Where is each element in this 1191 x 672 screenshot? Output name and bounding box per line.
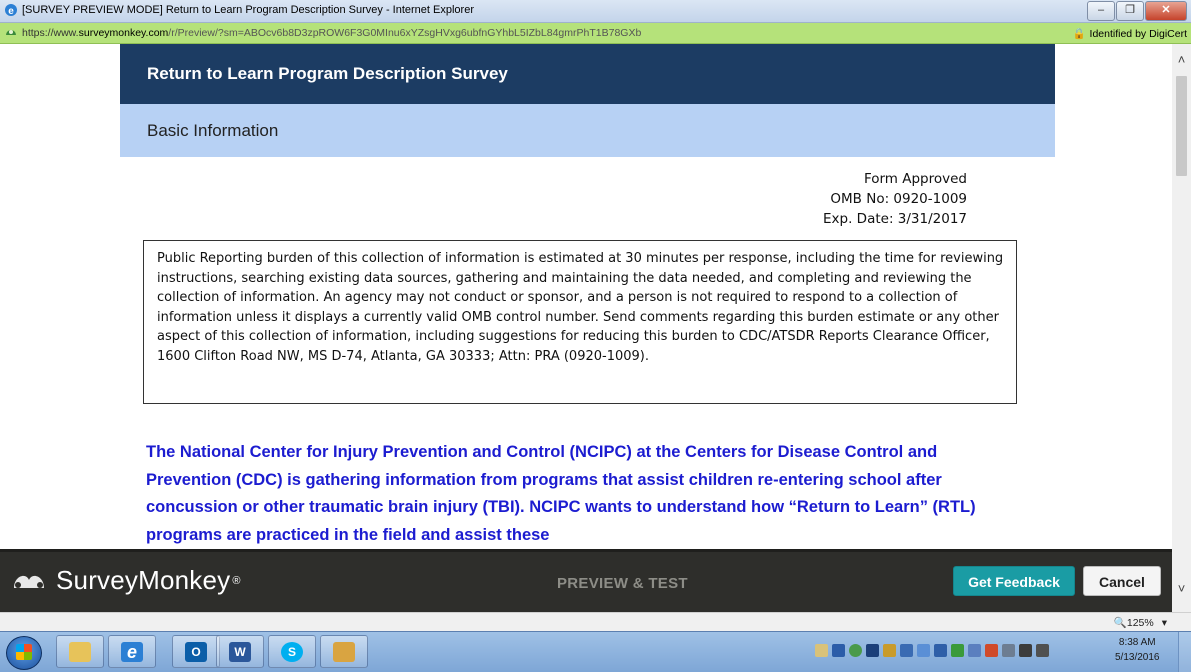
security-identity[interactable]: 🔒 Identified by DigiCert bbox=[1072, 28, 1187, 40]
surveymonkey-logo-icon bbox=[10, 568, 48, 594]
network-share-icon[interactable] bbox=[900, 644, 913, 657]
clock[interactable] bbox=[1115, 635, 1160, 665]
skype-icon: S bbox=[281, 642, 303, 662]
security-icon[interactable] bbox=[866, 644, 879, 657]
section-title: Basic Information bbox=[147, 121, 279, 140]
sync-icon[interactable] bbox=[849, 644, 862, 657]
survey-body bbox=[120, 157, 1055, 612]
folder-icon bbox=[69, 642, 91, 662]
svg-text:e: e bbox=[8, 6, 14, 17]
clock-time: 8:38 AM bbox=[1118, 637, 1156, 648]
get-feedback-button[interactable]: Get Feedback bbox=[953, 566, 1075, 596]
zoom-control[interactable]: 🔍125% ▾ bbox=[1113, 617, 1167, 629]
taskbar-paint[interactable] bbox=[320, 635, 368, 668]
url-text[interactable]: https://www.surveymonkey.com/r/Preview/?sm=ABOcv6b8D3zpROW6F3G0MInu6xYZsgHVxg6ubfnGYhbL5IZbL84gmrPhT1B78GXb bbox=[22, 27, 642, 39]
start-button[interactable] bbox=[6, 636, 42, 670]
taskbar-outlook[interactable] bbox=[172, 635, 220, 668]
window-title-bar bbox=[0, 0, 1191, 23]
window-title: [SURVEY PREVIEW MODE] Return to Learn Program Description Survey - Internet Explorer bbox=[22, 4, 474, 16]
signal-icon[interactable] bbox=[1019, 644, 1032, 657]
scroll-thumb[interactable] bbox=[1176, 76, 1187, 176]
update-icon[interactable] bbox=[951, 644, 964, 657]
mail-icon[interactable] bbox=[815, 644, 828, 657]
show-desktop-button[interactable] bbox=[1178, 632, 1191, 672]
word-icon: W bbox=[229, 642, 251, 662]
preview-mode-label: PREVIEW & TEST bbox=[557, 575, 688, 592]
device-icon[interactable] bbox=[917, 644, 930, 657]
form-approved-block: Form Approved OMB No: 0920-1009 Exp. Date: 3/31/2017 bbox=[823, 171, 967, 227]
address-bar[interactable] bbox=[0, 23, 1191, 44]
scroll-up-icon[interactable]: ˄ bbox=[1177, 52, 1186, 67]
close-button[interactable]: ✕ bbox=[1145, 1, 1187, 21]
maximize-button[interactable]: ❐ bbox=[1116, 1, 1144, 21]
taskbar-skype[interactable] bbox=[268, 635, 316, 668]
lock-tray-icon[interactable] bbox=[883, 644, 896, 657]
scroll-down-icon[interactable]: ˅ bbox=[1177, 581, 1186, 596]
zoom-icon: 🔍 bbox=[1113, 617, 1127, 629]
taskbar-word[interactable] bbox=[216, 635, 264, 668]
bluetooth-icon[interactable] bbox=[968, 644, 981, 657]
surveymonkey-preview-bar bbox=[0, 549, 1172, 612]
burden-statement: Public Reporting burden of this collection of information is estimated at 30 minutes per response, including the time for reviewing instructions, searching existing data sources, gathering and maintaining the data needed, and completing and reviewing the collection of information. An agency may not conduct or sponsor, and a person is not required to respond to a collection of information unless it displays a currently valid OMB control number. Send comments regarding this burden estimate or any other aspect of this collection of information, including suggestions for reducing this burden to CDC/ATSDR Reports Clearance Officer, 1600 Clifton Road NW, MS D-74, Atlanta, GA 30333; Attn: PRA (0920-1009). bbox=[143, 240, 1017, 404]
system-tray bbox=[815, 644, 1049, 657]
lock-icon: 🔒 bbox=[1072, 28, 1086, 40]
site-icon bbox=[4, 26, 18, 40]
outlook-icon: O bbox=[185, 642, 207, 662]
status-bar bbox=[0, 612, 1191, 632]
alert-icon[interactable] bbox=[985, 644, 998, 657]
cancel-button[interactable]: Cancel bbox=[1083, 566, 1161, 596]
chevron-down-icon: ▾ bbox=[1161, 617, 1167, 629]
surveymonkey-logo[interactable]: SurveyMonkey ® bbox=[10, 565, 240, 596]
taskbar-internet-explorer[interactable] bbox=[108, 635, 156, 668]
clock-date: 5/13/2016 bbox=[1115, 652, 1160, 663]
internet-explorer-icon: e bbox=[121, 642, 143, 662]
survey-title: Return to Learn Program Description Survey bbox=[147, 64, 508, 83]
page-viewport bbox=[0, 44, 1172, 612]
intro-paragraph: The National Center for Injury Prevention and Control (NCIPC) at the Centers for Disease Control and Prevention (CDC) is gathering information from programs that assist children re-entering school after concussion or other traumatic brain injury (TBI). NCIPC wants to understand how “Return to Learn” (RTL) programs are practiced in the field and assist these bbox=[146, 443, 976, 544]
windows-logo-icon bbox=[16, 644, 32, 660]
paint-icon bbox=[333, 642, 355, 662]
display-icon[interactable] bbox=[934, 644, 947, 657]
internet-explorer-icon bbox=[4, 3, 18, 17]
taskbar bbox=[0, 631, 1191, 672]
power-icon[interactable] bbox=[1002, 644, 1015, 657]
section-header bbox=[120, 104, 1055, 157]
outlook-tray-icon[interactable] bbox=[832, 644, 845, 657]
survey-header bbox=[120, 44, 1055, 104]
volume-icon[interactable] bbox=[1036, 644, 1049, 657]
vertical-scrollbar[interactable] bbox=[1172, 44, 1191, 612]
minimize-button[interactable]: – bbox=[1087, 1, 1115, 21]
taskbar-file-explorer[interactable] bbox=[56, 635, 104, 668]
